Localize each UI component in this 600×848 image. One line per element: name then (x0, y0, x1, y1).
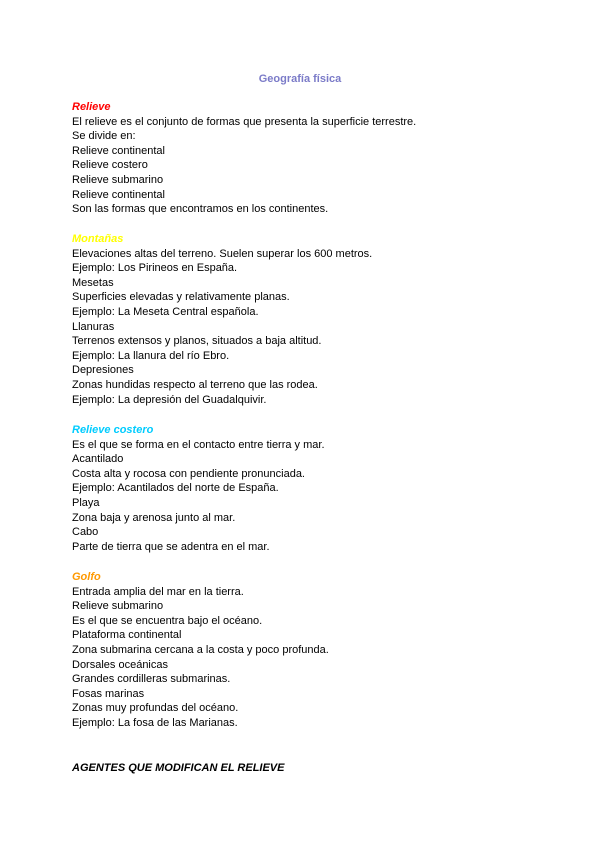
section-montanas (72, 232, 552, 407)
text-line: Relieve submarino (72, 600, 164, 613)
text-line: Relieve continental (72, 144, 165, 157)
section-relieve (72, 100, 552, 217)
text-line: Superficies elevadas y relativamente planas. (72, 291, 290, 304)
text-line: Relieve continental (72, 188, 165, 201)
text-line: Fosas marinas (72, 687, 145, 700)
text-line: Terrenos extensos y planos, situados a baja altitud. (72, 335, 322, 348)
text-line: Se divide en: (72, 130, 136, 143)
text-line: Ejemplo: Los Pirineos en España. (72, 262, 238, 275)
text-line: Ejemplo: La fosa de las Marianas. (72, 716, 238, 729)
text-line: Zona submarina cercana a la costa y poco profunda. (72, 643, 329, 656)
section-heading-montanas: Montañas (72, 233, 124, 245)
text-line: Es el que se encuentra bajo el océano. (72, 614, 263, 627)
text-line: Acantilado (72, 453, 124, 466)
text-line: Costa alta y rocosa con pendiente pronunciada. (72, 467, 305, 480)
section-heading-relieve-costero: Relieve costero (72, 424, 154, 436)
text-line: Ejemplo: La Meseta Central española. (72, 305, 259, 318)
text-line: Parte de tierra que se adentra en el mar. (72, 540, 270, 553)
text-line: Playa (72, 496, 100, 509)
text-line: Entrada amplia del mar en la tierra. (72, 585, 244, 598)
text-line: Plataforma continental (72, 629, 182, 642)
text-line: Ejemplo: La llanura del río Ebro. (72, 349, 230, 362)
footer-heading: AGENTES QUE MODIFICAN EL RELIEVE (72, 762, 285, 774)
text-line: Dorsales oceánicas (72, 658, 168, 671)
text-line: Cabo (72, 526, 99, 539)
text-line: Ejemplo: Acantilados del norte de España. (72, 482, 279, 495)
text-line: Relieve submarino (72, 173, 164, 186)
text-line: Mesetas (72, 276, 114, 289)
section-golfo (72, 570, 552, 731)
text-line: Depresiones (72, 364, 134, 377)
text-line: Llanuras (72, 320, 115, 333)
text-line: El relieve es el conjunto de formas que presenta la superficie terrestre. (72, 115, 417, 128)
text-line: Grandes cordilleras submarinas. (72, 673, 231, 686)
text-line: Elevaciones altas del terreno. Suelen superar los 600 metros. (72, 247, 373, 260)
text-line: Relieve costero (72, 159, 148, 172)
text-line: Ejemplo: La depresión del Guadalquivir. (72, 393, 267, 406)
section-relieve-costero (72, 423, 552, 554)
text-line: Zona baja y arenosa junto al mar. (72, 511, 236, 524)
page-title: Geografía física (258, 73, 342, 85)
section-heading-relieve: Relieve (72, 101, 111, 113)
section-heading-golfo: Golfo (72, 571, 101, 583)
text-line: Zonas muy profundas del océano. (72, 702, 239, 715)
text-line: Es el que se forma en el contacto entre tierra y mar. (72, 438, 325, 451)
text-line: Son las formas que encontramos en los continentes. (72, 203, 329, 216)
text-line: Zonas hundidas respecto al terreno que las rodea. (72, 378, 318, 391)
